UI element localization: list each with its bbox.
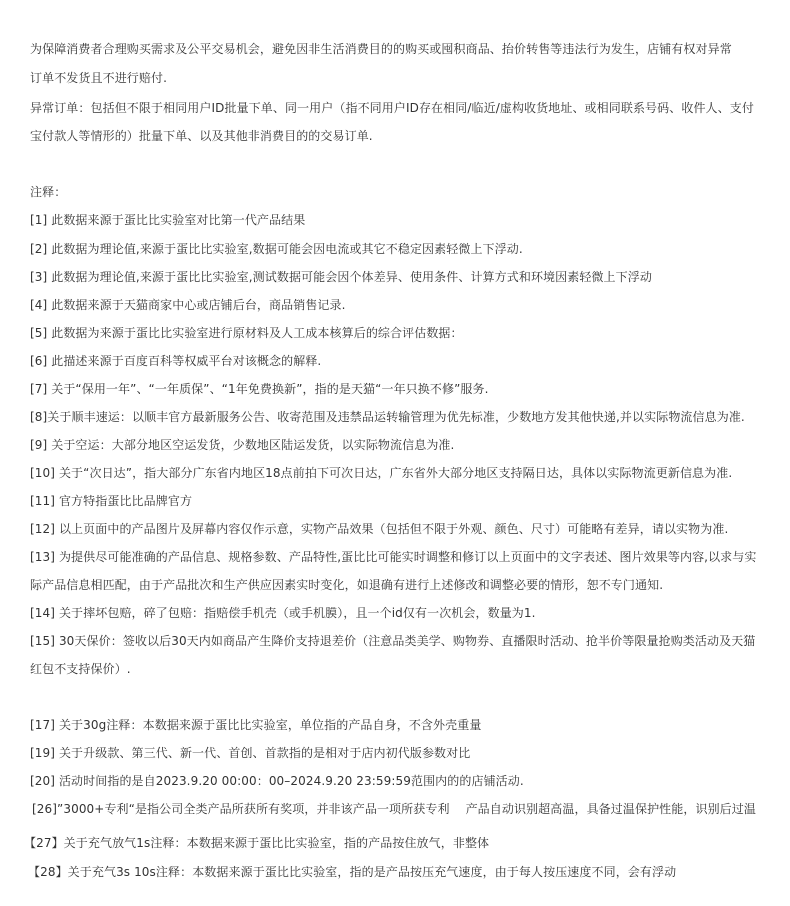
- note-4: [4] 此数据来源于天猫商家中心或店铺后台，商品销售记录.: [30, 298, 346, 312]
- note-8: [8]关于顺丰速运：以顺丰官方最新服务公告、收寄范围及违禁品运转输管理为优先标准，少数地方发其他快递,并以实际物流信息为准.: [30, 410, 745, 424]
- note-19: [19] 关于升级款、第三代、新一代、首创、首款指的是相对于店内初代版参数对比: [30, 746, 471, 760]
- note-11: [11] 官方特指蛋比比品牌官方: [30, 494, 193, 508]
- note-9: [9] 关于空运：大部分地区空运发货，少数地区陆运发货，以实际物流信息为准.: [30, 438, 455, 452]
- note-3: [3] 此数据为理论值,来源于蛋比比实验室,测试数据可能会因个体差异、使用条件、计算方式和环境因素轻微上下浮动: [30, 270, 652, 284]
- intro-p1-line1: 为保障消费者合理购买需求及公平交易机会，避免因非生活消费目的的购买或囤积商品、抬价转售等违法行为发生，店铺有权对异常: [30, 42, 732, 56]
- intro-p1-line2: 订单不发货且不进行赔付.: [30, 71, 168, 85]
- note-10: [10] 关于“次日达”，指大部分广东省内地区18点前拍下可次日达，广东省外大部分地区支持隔日达，具体以实际物流更新信息为准.: [30, 466, 733, 480]
- intro-p2-line1: 异常订单：包括但不限于相同用户ID批量下单、同一用户（指不同用户ID存在相同/临近/虚构收货地址、或相同联系号码、收件人、支付: [30, 101, 754, 115]
- note-26: [26]”3000+专利“是指公司全类产品所获所有奖项，并非该产品一项所获专利 产品自动识别超高温，具备过温保护性能，识别后过温: [32, 802, 756, 816]
- note-13-line2: 际产品信息相匹配，由于产品批次和生产供应因素实时变化，如退确有进行上述修改和调整必要的情形，恕不专门通知.: [30, 578, 664, 592]
- note-5: [5] 此数据为来源于蛋比比实验室进行原材料及人工成本核算后的综合评估数据：: [30, 326, 463, 340]
- note-14: [14] 关于摔坏包赔，碎了包赔：指赔偿手机壳（或手机膜），且一个id仅有一次机会，数量为1.: [30, 606, 536, 620]
- note-28: 【28】关于充气3s 10s注释：本数据来源于蛋比比实验室，指的是产品按压充气速度，由于每人按压速度不同，会有浮动: [28, 865, 677, 879]
- note-20: [20] 活动时间指的是自2023.9.20 00:00：00–2024.9.20 23:59:59范围内的的店铺活动.: [30, 774, 524, 788]
- note-15-line1: [15] 30天保价：签收以后30天内如商品产生降价支持退差价（注意品类美学、购物券、直播限时活动、抢半价等限量抢购类活动及天猫: [30, 634, 756, 648]
- intro-p2-line2: 宝付款人等情形的）批量下单、以及其他非消费目的的交易订单.: [30, 129, 373, 143]
- note-17: [17] 关于30g注释：本数据来源于蛋比比实验室，单位指的产品自身，不含外壳重量: [30, 718, 482, 732]
- note-13-line1: [13] 为提供尽可能准确的产品信息、规格参数、产品特性,蛋比比可能实时调整和修订以上页面中的文字表述、图片效果等内容,以求与实: [30, 550, 757, 564]
- note-27: 【27】关于充气放气1s注释：本数据来源于蛋比比实验室，指的产品按住放气，非整体: [24, 836, 490, 850]
- notes-heading: 注释：: [30, 185, 67, 199]
- note-6: [6] 此描述来源于百度百科等权威平台对该概念的解释.: [30, 354, 322, 368]
- note-1: [1] 此数据来源于蛋比比实验室对比第一代产品结果: [30, 213, 306, 227]
- note-2: [2] 此数据为理论值,来源于蛋比比实验室,数据可能会因电流或其它不稳定因素轻微上下浮动.: [30, 242, 523, 256]
- note-12: [12] 以上页面中的产品图片及屏幕内容仅作示意，实物产品效果（包括但不限于外观、颜色、尺寸）可能略有差异，请以实物为准.: [30, 522, 729, 536]
- note-15-line2: 红包不支持保价）.: [30, 662, 131, 676]
- note-7: [7] 关于“保用一年”、“一年质保”、“1年免费换新”，指的是天猫“一年只换不修”服务.: [30, 382, 489, 396]
